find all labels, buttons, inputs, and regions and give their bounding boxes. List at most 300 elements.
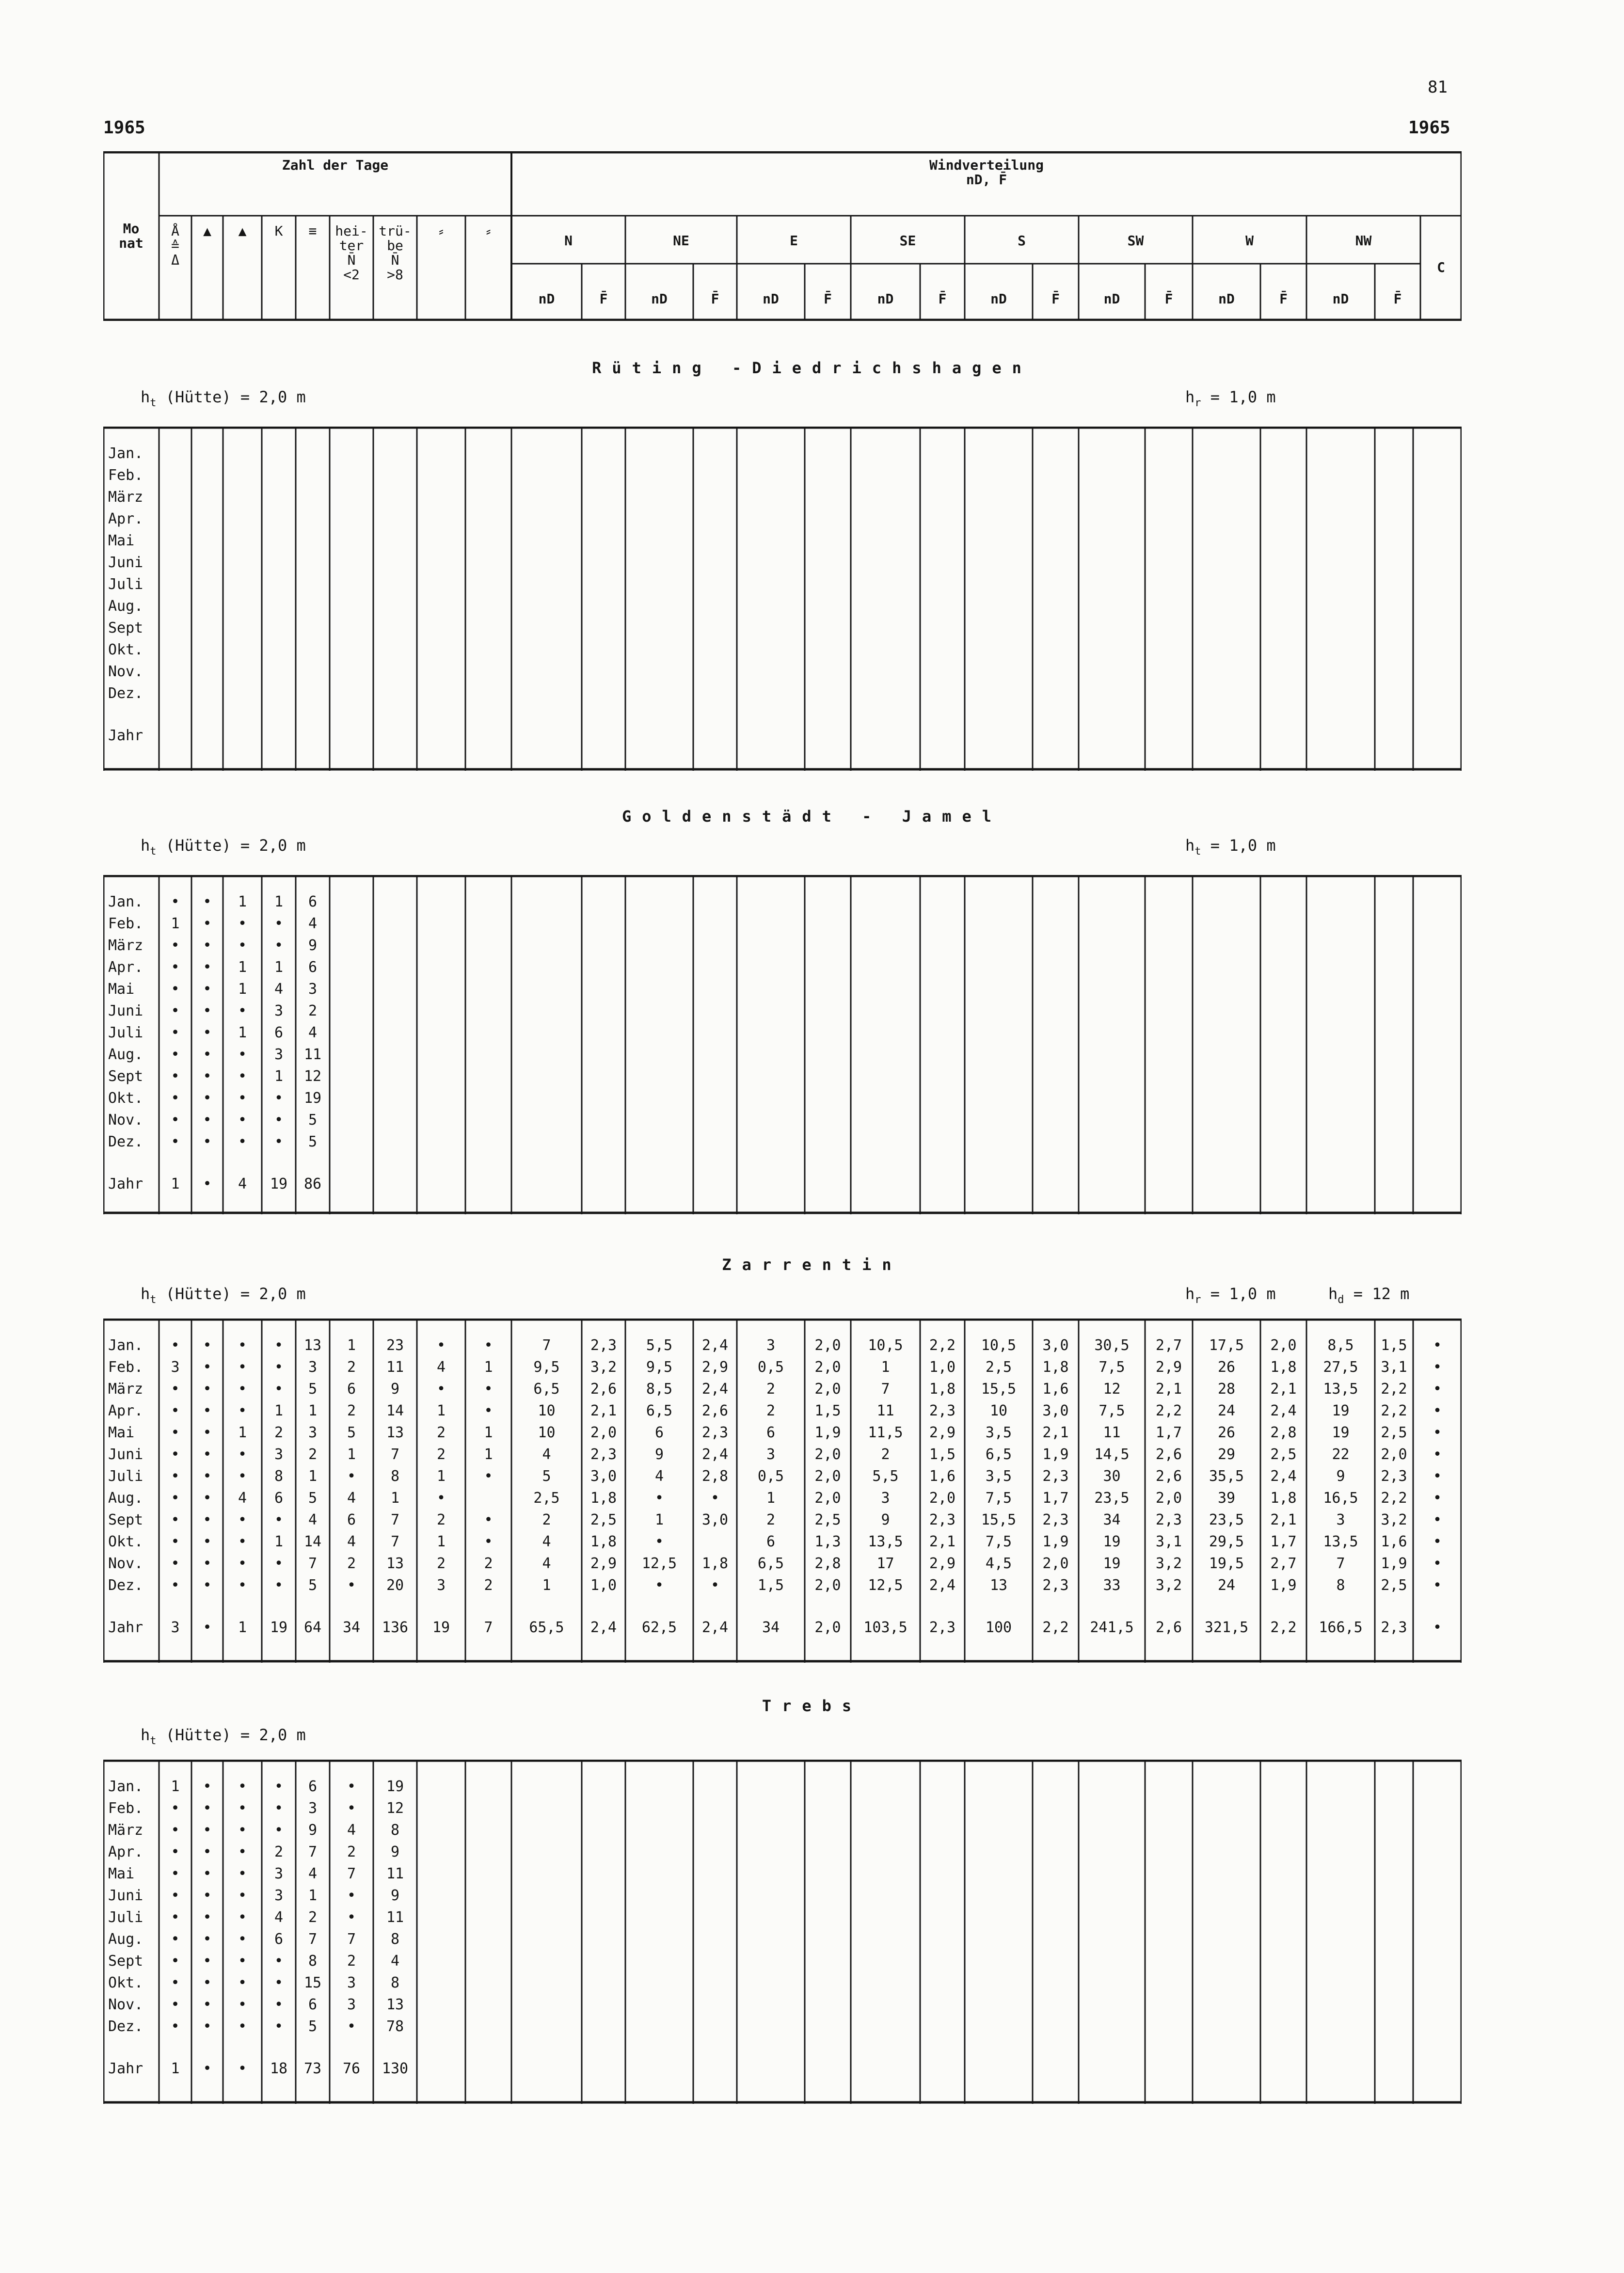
table-cell: 34 (1103, 1511, 1121, 1528)
f-header: F̄ (1279, 291, 1288, 307)
table-cell: 5 (308, 1112, 318, 1129)
table-cell: • (171, 1068, 180, 1085)
table-cell: 2 (347, 1953, 356, 1970)
table-cell: 3 (274, 1046, 284, 1063)
table-cell: • (274, 1112, 284, 1129)
table-cell: 4 (274, 981, 284, 998)
month-label: Jan. (108, 1778, 143, 1795)
table-cell: • (171, 959, 180, 976)
table-cell: 2,3 (1155, 1511, 1182, 1528)
table-cell: 15 (303, 1974, 322, 1991)
table-cell: 7,5 (985, 1533, 1012, 1550)
table-cell: 2 (308, 1446, 318, 1463)
table-cell: 11 (386, 1865, 404, 1882)
table-cell: 8 (274, 1468, 284, 1485)
table-cell: • (484, 1381, 493, 1398)
table-cell: 6 (766, 1533, 776, 1550)
month-label: Nov. (108, 1112, 143, 1129)
month-label: Feb. (108, 1359, 143, 1376)
table-cell: 2,8 (814, 1555, 841, 1572)
station-hd: $h_d = 12$ m (1328, 1285, 1410, 1306)
table-cell: 6 (347, 1511, 356, 1528)
direction-header: NW (1355, 233, 1372, 249)
table-cell: 13,5 (1323, 1533, 1358, 1550)
table-cell: 24 (1217, 1577, 1236, 1594)
table-cell: 12,5 (868, 1577, 903, 1594)
month-label: Aug. (108, 1490, 143, 1507)
table-cell: 1 (308, 1887, 318, 1904)
days-col-header: ⸗ (437, 223, 446, 239)
table-cell: • (203, 2018, 212, 2035)
table-cell: 2,8 (701, 1468, 729, 1485)
table-cell: 4 (436, 1359, 446, 1376)
table-cell: • (171, 1844, 180, 1860)
table-cell: 2,9 (929, 1555, 956, 1572)
table-cell: 3,2 (590, 1359, 617, 1376)
table-cell: 2,1 (929, 1533, 956, 1550)
table-cell: • (203, 1555, 212, 1572)
table-cell: • (203, 1337, 212, 1354)
table-cell: 9 (881, 1511, 890, 1528)
table-cell: • (436, 1490, 446, 1507)
table-cell: • (347, 1778, 356, 1795)
table-cell: 2,3 (701, 1424, 729, 1441)
month-label: Feb. (108, 1800, 143, 1817)
table-cell: • (436, 1337, 446, 1354)
month-label: Nov. (108, 1555, 143, 1572)
table-cell: 2,6 (701, 1402, 729, 1419)
table-cell: 2,4 (701, 1337, 729, 1354)
table-cell: • (203, 1844, 212, 1860)
table-cell: 1 (390, 1490, 400, 1507)
table-cell: 9,5 (646, 1359, 673, 1376)
table-cell: • (238, 1577, 247, 1594)
total-cell: • (1433, 1619, 1442, 1636)
table-cell: 2,0 (814, 1337, 841, 1354)
year-total-label: Jahr (108, 1619, 143, 1636)
table-cell: • (654, 1533, 664, 1550)
table-cell: • (238, 1533, 247, 1550)
table-cell: 10 (538, 1402, 556, 1419)
table-cell: 10 (989, 1402, 1008, 1419)
table-cell: • (484, 1402, 493, 1419)
table-cell: 3 (308, 1359, 318, 1376)
table-cell: • (171, 1996, 180, 2013)
table-cell: • (238, 1887, 247, 1904)
table-cell: 1 (238, 1024, 247, 1041)
table-cell: 4,5 (985, 1555, 1012, 1572)
table-cell: • (203, 1112, 212, 1129)
table-cell: 7 (390, 1533, 400, 1550)
table-cell: • (274, 1800, 284, 1817)
month-label: Okt. (108, 1974, 143, 1991)
table-cell: 26 (1217, 1359, 1236, 1376)
table-cell: • (203, 1887, 212, 1904)
table-cell: 10 (538, 1424, 556, 1441)
table-cell: 1,8 (590, 1533, 617, 1550)
month-label: Nov. (108, 1996, 143, 2013)
table-cell: 23 (386, 1337, 404, 1354)
table-cell: • (171, 981, 180, 998)
station-ht: $h_t$ (Hütte) = 2,0 m (141, 388, 306, 409)
table-cell: 2,8 (1270, 1424, 1297, 1441)
month-label: Sept (108, 620, 143, 636)
f-header: F̄ (1051, 291, 1060, 307)
month-label: Okt. (108, 1533, 143, 1550)
month-label: Aug. (108, 1931, 143, 1948)
total-cell: • (238, 2060, 247, 2077)
table-cell: 1 (484, 1359, 493, 1376)
table-cell: • (203, 1046, 212, 1063)
table-cell: 1,3 (814, 1533, 841, 1550)
table-cell: 9 (308, 1822, 318, 1839)
table-cell: 19,5 (1209, 1555, 1244, 1572)
subscript: t (150, 397, 157, 409)
table-cell: 2,0 (814, 1381, 841, 1398)
table-cell: • (654, 1577, 664, 1594)
table-cell: • (238, 1953, 247, 1970)
f-header: F̄ (1164, 291, 1173, 307)
table-cell: 19 (1332, 1402, 1350, 1419)
table-cell: 5 (308, 2018, 318, 2035)
table-cell: 2,0 (814, 1446, 841, 1463)
table-cell: 6,5 (985, 1446, 1012, 1463)
month-label: Mai (108, 1424, 135, 1441)
table-cell: 1 (484, 1424, 493, 1441)
station-ht: $h_t$ (Hütte) = 2,0 m (141, 836, 306, 858)
month-label: Juli (108, 1024, 143, 1041)
table-cell: • (238, 1865, 247, 1882)
table-cell: 6 (766, 1424, 776, 1441)
table-cell: 8 (308, 1953, 318, 1970)
table-cell: 2 (436, 1511, 446, 1528)
direction-header: W (1245, 233, 1254, 249)
table-cell: • (1433, 1468, 1442, 1485)
f-header: F̄ (938, 291, 947, 307)
total-cell: 100 (985, 1619, 1012, 1636)
table-cell: 2 (542, 1511, 551, 1528)
table-cell: 10,5 (868, 1337, 903, 1354)
table-cell: • (203, 1002, 212, 1019)
table-cell: 0,5 (757, 1359, 784, 1376)
total-cell: 62,5 (641, 1619, 677, 1636)
table-cell: 1 (436, 1402, 446, 1419)
table-cell: • (274, 1822, 284, 1839)
table-cell: 4 (347, 1490, 356, 1507)
table-cell: • (171, 893, 180, 910)
table-cell: 10,5 (981, 1337, 1017, 1354)
total-cell: 19 (270, 1619, 288, 1636)
month-label: März (108, 1381, 143, 1398)
table-cell: 3 (766, 1337, 776, 1354)
nd-header: nD (1218, 291, 1235, 307)
table-cell: 2,0 (1155, 1490, 1182, 1507)
total-cell: 2,2 (1270, 1619, 1297, 1636)
direction-header: N (564, 233, 573, 249)
table-cell: • (238, 1844, 247, 1860)
table-cell: 2 (766, 1381, 776, 1398)
month-label: Jan. (108, 445, 143, 462)
total-cell: • (203, 1619, 212, 1636)
days-col-header: ⸗ (484, 223, 493, 239)
table-cell: • (1433, 1533, 1442, 1550)
table-cell: 19 (303, 1090, 322, 1107)
table-cell: 1,0 (929, 1359, 956, 1376)
table-cell: • (238, 1800, 247, 1817)
table-cell: • (203, 915, 212, 932)
table-cell: 1,8 (1270, 1359, 1297, 1376)
table-cell: 3 (274, 1865, 284, 1882)
nd-header: nD (990, 291, 1007, 307)
table-cell: 2,5 (1381, 1577, 1407, 1594)
total-cell: 321,5 (1204, 1619, 1249, 1636)
table-cell: • (203, 1865, 212, 1882)
table-cell: 1 (542, 1577, 551, 1594)
table-cell: 2,2 (1381, 1381, 1407, 1398)
table-cell: 7 (347, 1865, 356, 1882)
subscript: r (1194, 1294, 1201, 1306)
table-cell: 3,2 (1155, 1577, 1182, 1594)
table-cell: 3,2 (1155, 1555, 1182, 1572)
total-cell: 76 (342, 2060, 361, 2077)
table-cell: 2 (436, 1424, 446, 1441)
table-cell: 1 (274, 1533, 284, 1550)
table-cell: 1,8 (701, 1555, 729, 1572)
table-cell: 3,2 (1381, 1511, 1407, 1528)
table-cell: 3 (308, 981, 318, 998)
days-col-header: hei- ter N̄ <2 (335, 223, 368, 283)
month-label: Juni (108, 1887, 143, 1904)
table-cell: • (171, 1555, 180, 1572)
table-cell: 1 (274, 893, 284, 910)
total-cell: • (203, 2060, 212, 2077)
table-cell: 1 (171, 1778, 180, 1795)
table-cell: • (274, 1337, 284, 1354)
table-cell: 2,2 (1381, 1490, 1407, 1507)
table-cell: • (171, 1974, 180, 1991)
table-cell: • (436, 1381, 446, 1398)
table-cell: • (1433, 1359, 1442, 1376)
table-cell: • (1433, 1337, 1442, 1354)
table-cell: • (203, 1996, 212, 2013)
table-cell: 1 (238, 959, 247, 976)
table-cell: 1,6 (929, 1468, 956, 1485)
month-label: Juni (108, 1446, 143, 1463)
table-cell: • (171, 1090, 180, 1107)
table-cell: • (171, 1446, 180, 1463)
table-cell: 2,4 (1270, 1402, 1297, 1419)
subscript: t (1194, 845, 1201, 858)
nd-header: nD (651, 291, 668, 307)
month-label: Dez. (108, 1577, 143, 1594)
table-cell: • (203, 1359, 212, 1376)
table-cell: 2,0 (814, 1468, 841, 1485)
table-cell: • (484, 1533, 493, 1550)
table-cell: • (238, 1974, 247, 1991)
table-cell: 2 (347, 1402, 356, 1419)
year-right: 1965 (1408, 118, 1450, 138)
month-label: Jan. (108, 1337, 143, 1354)
month-label: Jan. (108, 893, 143, 910)
table-cell: • (274, 1133, 284, 1150)
table-cell: 1 (238, 1424, 247, 1441)
table-cell: 14,5 (1094, 1446, 1130, 1463)
table-cell: • (171, 1002, 180, 1019)
table-cell: • (203, 1446, 212, 1463)
table-cell: 9 (390, 1887, 400, 1904)
table-cell: 1,7 (1042, 1490, 1069, 1507)
table-cell: 3 (171, 1359, 180, 1376)
table-cell: 4 (347, 1533, 356, 1550)
table-cell: • (710, 1577, 720, 1594)
station-hr: $h_r = 1,0$ m (1185, 1285, 1276, 1306)
table-cell: 4 (238, 1490, 247, 1507)
table-cell: 5 (347, 1424, 356, 1441)
table-cell: 11 (386, 1909, 404, 1926)
nd-header: nD (1332, 291, 1349, 307)
month-label: Apr. (108, 1402, 143, 1419)
table-cell: 28 (1217, 1381, 1236, 1398)
table-cell: 5 (308, 1577, 318, 1594)
subscript: t (150, 1735, 157, 1747)
table-cell: 7,5 (1099, 1359, 1125, 1376)
table-cell: 2,0 (1270, 1337, 1297, 1354)
table-cell: 1,6 (1042, 1381, 1069, 1398)
table-cell: 1 (274, 1068, 284, 1085)
table-cell: 4 (347, 1822, 356, 1839)
table-cell: 1,9 (1042, 1446, 1069, 1463)
table-cell: • (238, 2018, 247, 2035)
table-cell: • (274, 1577, 284, 1594)
table-cell: 17 (876, 1555, 894, 1572)
table-cell: 1,5 (929, 1446, 956, 1463)
table-cell: 2,5 (590, 1511, 617, 1528)
table-cell: • (274, 1090, 284, 1107)
table-cell: • (1433, 1381, 1442, 1398)
month-label: Sept (108, 1068, 143, 1085)
table-cell: 7,5 (985, 1490, 1012, 1507)
table-cell: 3 (766, 1446, 776, 1463)
table-cell: 6 (274, 1490, 284, 1507)
total-cell: 18 (270, 2060, 288, 2077)
table-cell: • (203, 1424, 212, 1441)
table-cell: 6 (347, 1381, 356, 1398)
year-total-label: Jahr (108, 2060, 143, 2077)
total-cell: 241,5 (1090, 1619, 1134, 1636)
table-cell: 4 (308, 1511, 318, 1528)
station-hr: $h_t = 1,0$ m (1185, 836, 1276, 858)
table-cell: • (238, 1133, 247, 1150)
table-cell: 17,5 (1209, 1337, 1244, 1354)
total-cell: 103,5 (863, 1619, 908, 1636)
table-cell: 78 (386, 2018, 404, 2035)
table-cell: 1,9 (1042, 1533, 1069, 1550)
nd-header: nD (763, 291, 779, 307)
table-cell: • (171, 1533, 180, 1550)
table-cell: • (1433, 1511, 1442, 1528)
nd-header: nD (1103, 291, 1120, 307)
nd-header: nD (538, 291, 555, 307)
table-cell: 3,0 (590, 1468, 617, 1485)
table-cell: 11 (876, 1402, 894, 1419)
table-cell: 39 (1217, 1490, 1236, 1507)
table-cell: 8 (390, 1974, 400, 1991)
table-cell: 3 (436, 1577, 446, 1594)
table-cell: 7 (390, 1511, 400, 1528)
table-cell: • (238, 1381, 247, 1398)
total-cell: 136 (382, 1619, 409, 1636)
table-cell: 7,5 (1099, 1402, 1125, 1419)
table-cell: 30 (1103, 1468, 1121, 1485)
table-cell: 29,5 (1209, 1533, 1244, 1550)
table-cell: • (203, 1800, 212, 1817)
table-cell: 2,3 (590, 1337, 617, 1354)
table-cell: 13,5 (1323, 1381, 1358, 1398)
station-name: Goldenstädt - Jamel (621, 807, 1003, 826)
table-cell: • (238, 937, 247, 954)
table-cell: 3,5 (985, 1468, 1012, 1485)
table-cell: 33 (1103, 1577, 1121, 1594)
month-label: Mai (108, 532, 135, 549)
table-cell: 2,4 (929, 1577, 956, 1594)
table-cell: • (203, 959, 212, 976)
days-col-header: ▲ (238, 223, 247, 239)
table-cell: 5 (308, 1490, 318, 1507)
year-total-label: Jahr (108, 727, 143, 744)
station-name: Trebs (762, 1697, 862, 1715)
station-table (103, 1319, 1462, 1663)
table-cell: 3,1 (1381, 1359, 1407, 1376)
table-cell: 7 (308, 1844, 318, 1860)
table-cell: 6 (308, 1778, 318, 1795)
table-cell: 8 (390, 1468, 400, 1485)
month-label: Feb. (108, 467, 143, 484)
table-cell: 19 (1103, 1533, 1121, 1550)
table-cell: 2,3 (929, 1511, 956, 1528)
table-cell: 2,1 (1270, 1381, 1297, 1398)
total-cell: 4 (238, 1176, 247, 1192)
total-cell: 2,3 (1381, 1619, 1407, 1636)
table-cell: • (238, 1090, 247, 1107)
table-cell: 8,5 (646, 1381, 673, 1398)
table-cell: • (203, 1490, 212, 1507)
table-cell: 9 (308, 937, 318, 954)
table-cell: • (171, 1887, 180, 1904)
table-cell: 3 (274, 1446, 284, 1463)
table-cell: 8 (390, 1822, 400, 1839)
table-cell: • (203, 1024, 212, 1041)
table-cell: 2,7 (1155, 1337, 1182, 1354)
days-col-header: trü- be N̄ >8 (379, 223, 412, 283)
table-cell: 2,0 (590, 1424, 617, 1441)
table-cell: 8 (1336, 1577, 1345, 1594)
table-cell: 4 (308, 915, 318, 932)
table-cell: 2,0 (929, 1490, 956, 1507)
table-cell: 6 (308, 959, 318, 976)
table-cell: • (203, 1381, 212, 1398)
table-cell: 14 (303, 1533, 322, 1550)
table-cell: 2 (308, 1909, 318, 1926)
table-cell: 4 (654, 1468, 664, 1485)
table-cell: 3 (274, 1002, 284, 1019)
table-cell: 4 (542, 1555, 551, 1572)
total-cell: 19 (432, 1619, 450, 1636)
month-label: Okt. (108, 1090, 143, 1107)
table-cell: 5 (542, 1468, 551, 1485)
table-cell: • (710, 1490, 720, 1507)
table-cell: 30,5 (1094, 1337, 1130, 1354)
table-cell: 2 (274, 1844, 284, 1860)
